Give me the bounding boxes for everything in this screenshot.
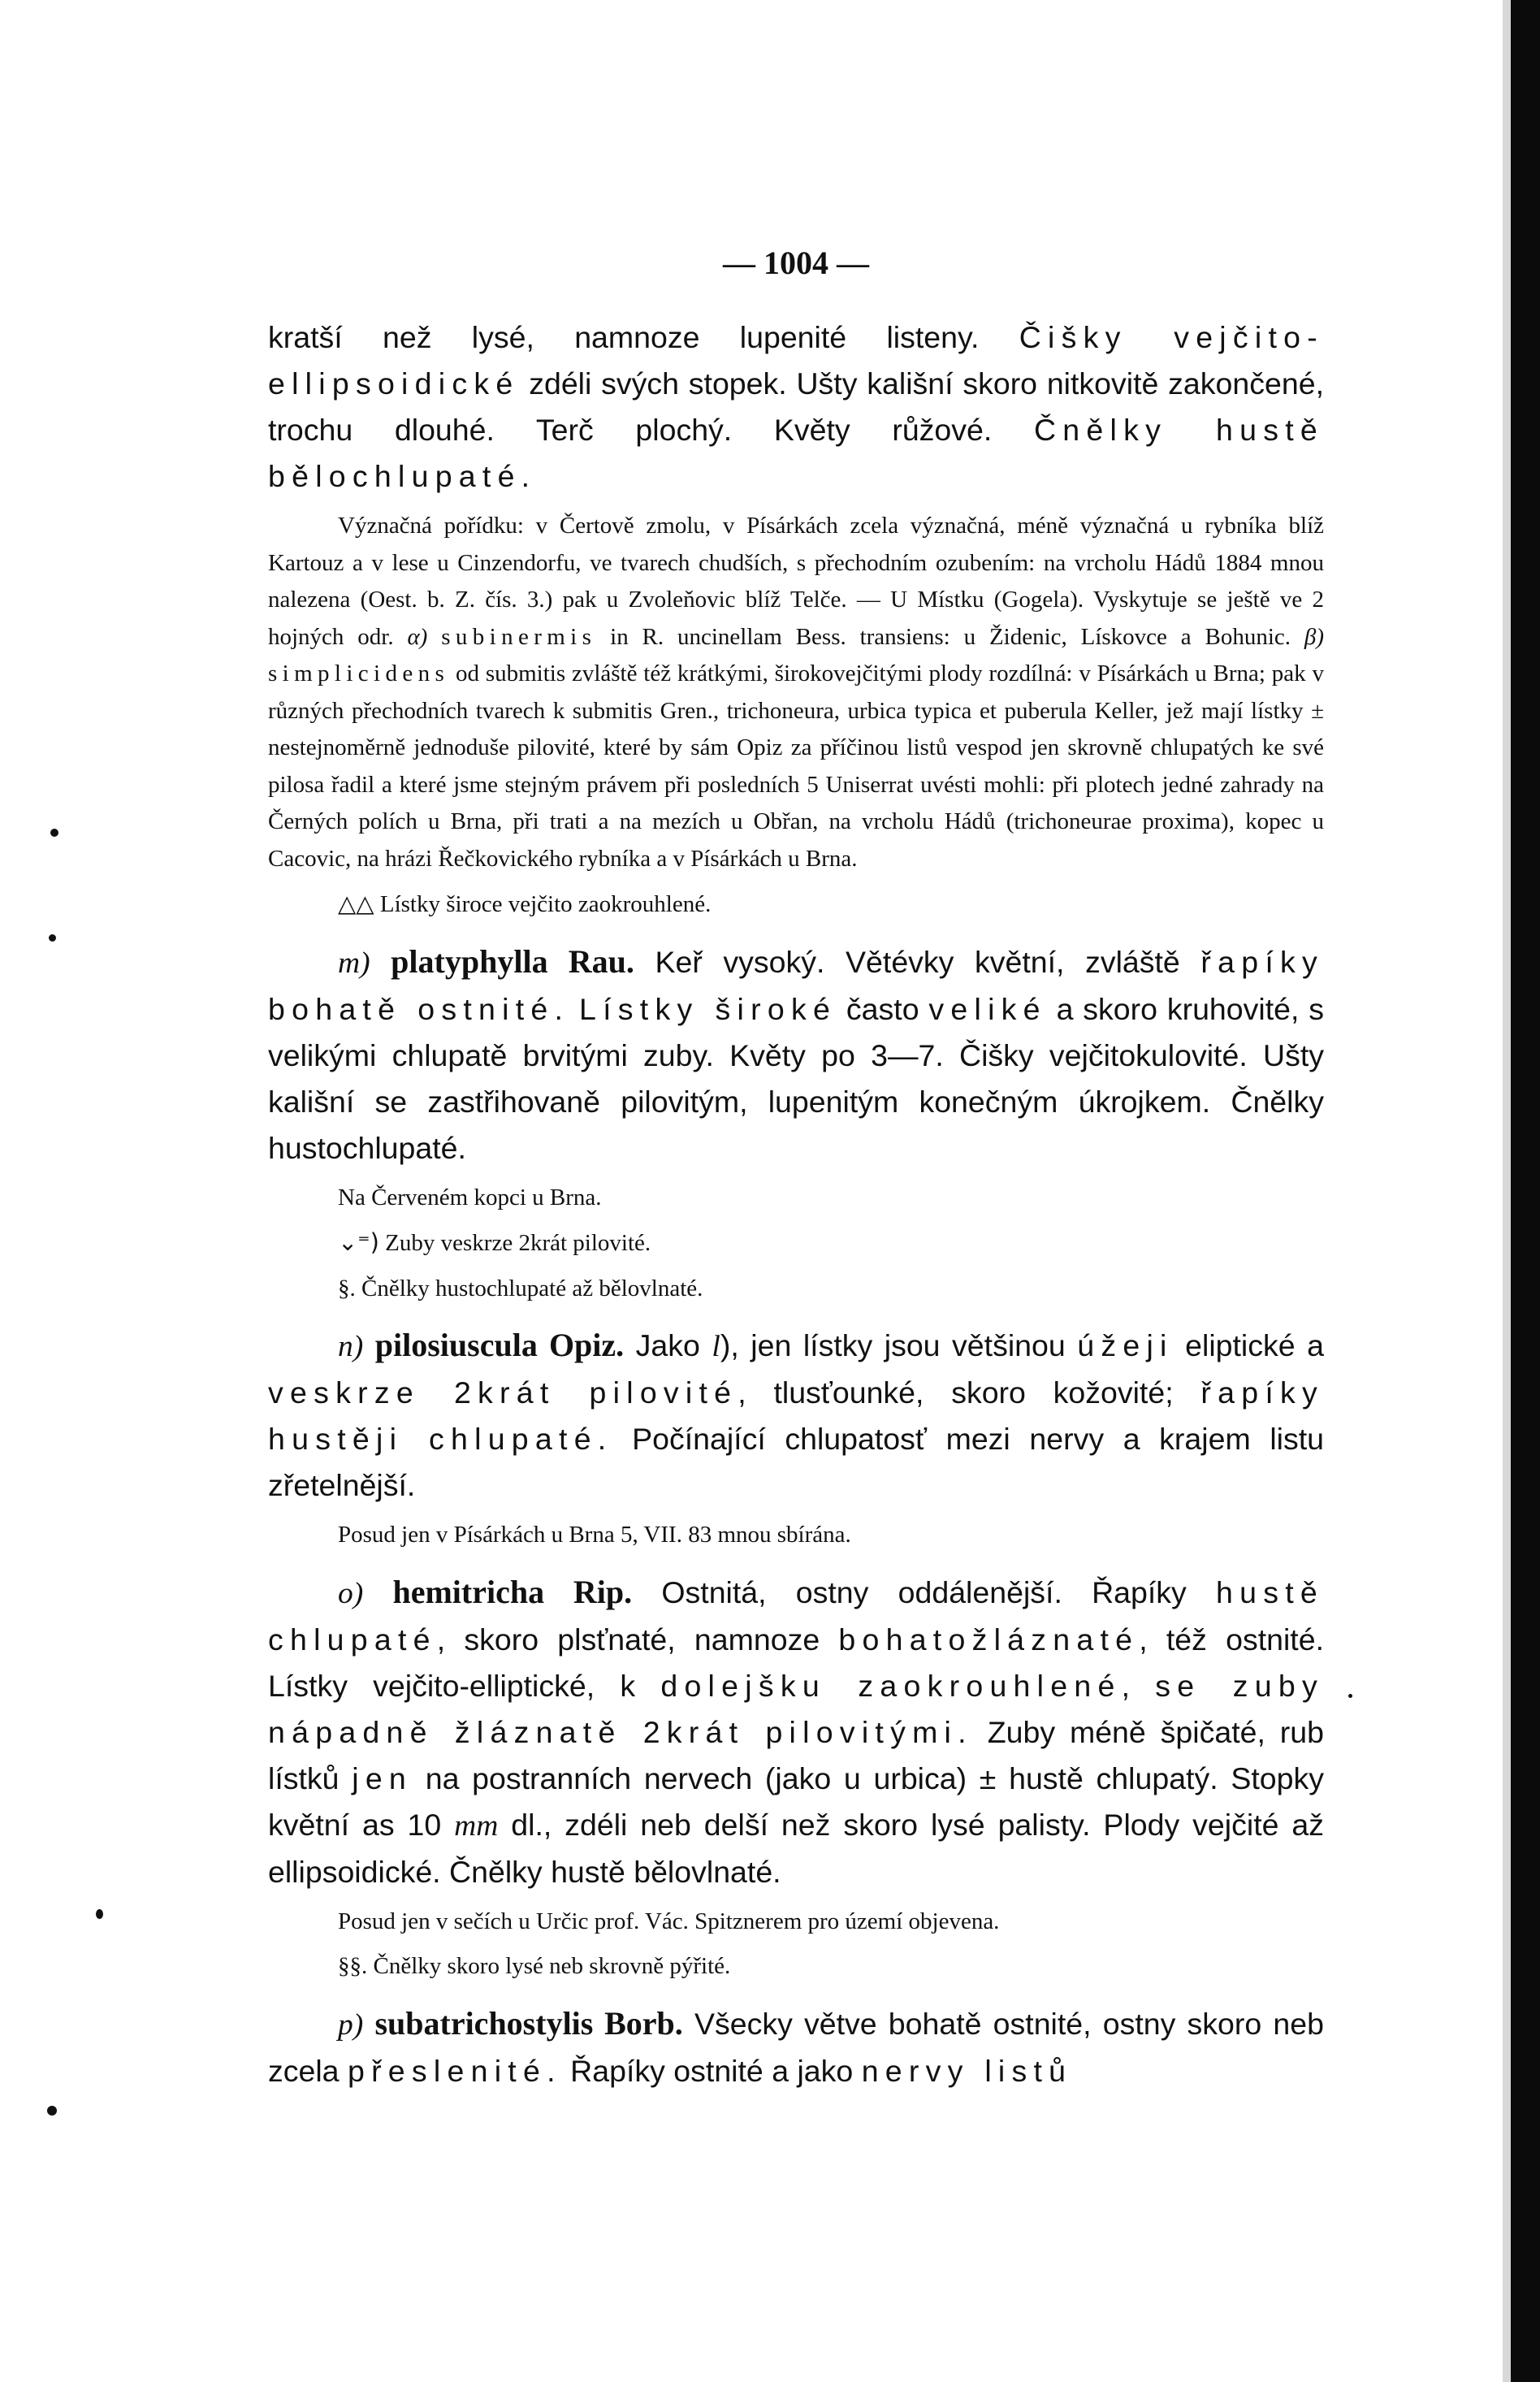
paragraph — [268, 1224, 1324, 1262]
text-run: l — [712, 1330, 720, 1363]
paragraph — [268, 886, 1324, 924]
spaced-emphasis: se zuby nápadně žláznatě 2krát pilovitými. — [268, 1668, 1324, 1749]
paragraph — [268, 1271, 1324, 1308]
text-run — [569, 992, 579, 1026]
text-run — [427, 624, 441, 650]
paragraph — [268, 1322, 1324, 1509]
spaced-emphasis: Lístky široké — [579, 991, 837, 1026]
paragraph — [268, 1180, 1324, 1217]
scan-border — [1511, 0, 1540, 2382]
text-run: ⌄⁼) — [338, 1228, 379, 1256]
page-number: — 1004 — — [723, 245, 869, 281]
text-run: Posud jen v Písárkách u Brna 5, VII. 83 mnou sbírána. — [338, 1522, 851, 1548]
page-body — [268, 314, 1324, 2094]
text-run: Lístky široce vejčito zaokrouhlené. — [374, 891, 712, 917]
text-run — [363, 1328, 375, 1362]
text-run: , skoro plsťnaté, namnoze — [436, 1622, 839, 1657]
text-run: na postranních nervech (jako u urbica) ± hustě chlupatý. Stopky květní as 10 — [268, 1761, 1324, 1842]
spaced-emphasis: úžeji — [1077, 1328, 1174, 1362]
text-run: Jako — [624, 1328, 712, 1362]
taxon-heading: pilosiuscula Opiz. — [374, 1327, 625, 1363]
page-edge-shadow — [1503, 0, 1511, 2382]
text-run: mm — [454, 1808, 499, 1843]
spaced-emphasis: bohatožláznaté — [838, 1622, 1140, 1657]
spaced-emphasis: nervy listů — [861, 2053, 1073, 2088]
text-run: m) — [338, 946, 370, 980]
paragraph — [268, 1948, 1324, 1986]
taxon-heading: platyphylla Rau. — [391, 942, 634, 980]
paragraph — [268, 1903, 1324, 1941]
text-run: a skoro kruhovité, s velikými chlupatě brvitými zuby. Květy po 3—7. Čišky vejčitokulovité. Ušty kališní se zastřihovaně pilovitým, lupenitým konečným úkrojkem. Čnělky hustochlupaté. — [268, 991, 1325, 1165]
text-run: Počínající chlupatosť mezi nervy a krajem listu zřetelnější. — [268, 1422, 1325, 1502]
scan-speck — [96, 1909, 103, 1919]
text-run: Ostnitá, ostny oddálenější. Řapíky — [632, 1574, 1216, 1609]
spaced-emphasis: veliké — [928, 991, 1047, 1026]
paragraph — [268, 314, 1324, 500]
text-run: od submitis zvláště též krátkými, širokovejčitými plody rozdílná: v Písárkách u Brna; pak v různých přechodních tvarech k submitis Gren., trichoneura, urbica typica et puberula Keller, jež mají lístky ± nestejnoměrně jednoduše pilovité, které by sám Opiz za příčinou listů vespod jen skrovně chlupatých ke své pilosa řadil a které jsme stejným právem při posledních 5 Uniserrat uvésti mohli: při plotech jedné zahrady na Černých polích u Brna, při trati a na mezích u Obřan, na vrcholu Hádů (trichoneurae proxima), kopec u Cacovic, na hrázi Řečkovického rybníka a v Písárkách u Brna. — [268, 660, 1324, 872]
scan-speck — [49, 934, 56, 942]
text-run: Zuby méně špičaté, rub lístků — [268, 1714, 1324, 1795]
spaced-emphasis: řapíky bohatě ostnité. — [268, 944, 1324, 1026]
paragraph — [268, 2000, 1324, 2094]
paragraph — [268, 1517, 1324, 1554]
paragraph — [268, 938, 1324, 1172]
text-run: Všecky větve bohatě ostnité, ostny skoro neb zcela — [268, 2006, 1324, 2088]
text-run: Význačná pořídku: v Čertově zmolu, v Písárkách zcela význačná, méně význačná u rybníka blíž Kartouz a v lese u Cinzendorfu, ve tvarech chudších, s přechodním ozubením: na vrcholu Hádů 1884 mnou nalezena (Oest. b. Z. čís. 3.) pak u Zvoleňovic blíž Telče. — U Místku (Gogela). Vyskytuje se ještě ve 2 hojných odr. — [268, 513, 1324, 650]
text-run: často — [837, 991, 929, 1026]
text-run — [370, 945, 391, 979]
paragraph — [268, 508, 1324, 877]
text-run: Posud jen v sečích u Určic prof. Vác. Spitznerem pro území objevena. — [338, 1908, 1000, 1934]
taxon-heading: subatrichostylis Borb. — [374, 2004, 683, 2042]
page — [268, 244, 1324, 2094]
text-run: §. Čnělky hustochlupaté až bělovlnaté. — [338, 1275, 703, 1301]
spaced-emphasis: hustě chlupaté — [268, 1574, 1324, 1657]
text-run: p) — [338, 2007, 364, 2042]
text-run: zdéli svých stopek. Ušty kališní skoro nitkovitě zakončené, trochu dlouhé. Terč plochý. Květy růžové. — [268, 366, 1324, 447]
spaced-emphasis: subinermis — [441, 623, 597, 650]
text-run: dl., zdéli neb delší než skoro lysé palisty. Plody vejčité až ellipsoidické. Čnělky hustě bělovlnaté. — [268, 1807, 1325, 1889]
spaced-emphasis: simplicidens — [268, 660, 450, 686]
text-run: kratší než lysé, namnoze lupenité listeny. — [268, 320, 1019, 354]
scan-speck — [47, 2106, 57, 2116]
spaced-emphasis: dolejšku zaokrouhlené — [660, 1668, 1122, 1703]
spaced-emphasis: řapíky hustěji chlupaté. — [268, 1375, 1324, 1456]
text-run: △△ — [338, 890, 374, 917]
text-run: , tlusťounké, skoro kožovité; — [738, 1375, 1201, 1410]
spaced-emphasis: přeslenité. — [347, 2053, 562, 2088]
text-run: §§. Čnělky skoro lysé neb skrovně pýřité. — [338, 1953, 731, 1979]
text-run: eliptické a — [1173, 1328, 1324, 1362]
text-run: in R. uncinellam Bess. transiens: u Židenic, Lískovce a Bohunic. — [596, 623, 1304, 650]
paragraph — [268, 1569, 1324, 1895]
text-run: , též ostnité. Lístky vejčito-elliptické, k — [268, 1622, 1324, 1703]
text-run: β) — [1304, 623, 1324, 650]
spaced-emphasis: jen — [352, 1761, 413, 1795]
taxon-heading: hemitricha Rip. — [392, 1573, 633, 1610]
text-run: Zuby veskrze 2krát pilovité. — [379, 1230, 651, 1256]
spaced-emphasis: Čnělky hustě bělochlupaté. — [268, 413, 1324, 493]
scan-speck — [1348, 1694, 1352, 1698]
text-run: n) — [338, 1330, 364, 1363]
text-run: Na Červeném kopci u Brna. — [338, 1184, 602, 1210]
spaced-emphasis: veskrze 2krát pilovité — [268, 1375, 738, 1410]
text-run: Keř vysoký. Větévky květní, zvláště — [634, 944, 1201, 979]
spaced-emphasis: Čišky vejčito-ellipsoidické — [268, 320, 1324, 401]
text-run: α) — [407, 623, 428, 650]
scan-speck — [50, 829, 58, 837]
text-run: o) — [338, 1576, 364, 1610]
text-run: Řapíky ostnité a jako — [561, 2053, 862, 2088]
text-run: ), jen lístky jsou většinou — [720, 1328, 1078, 1362]
text-run: , — [1121, 1668, 1156, 1703]
text-run — [363, 1575, 392, 1609]
text-run — [363, 2007, 374, 2041]
